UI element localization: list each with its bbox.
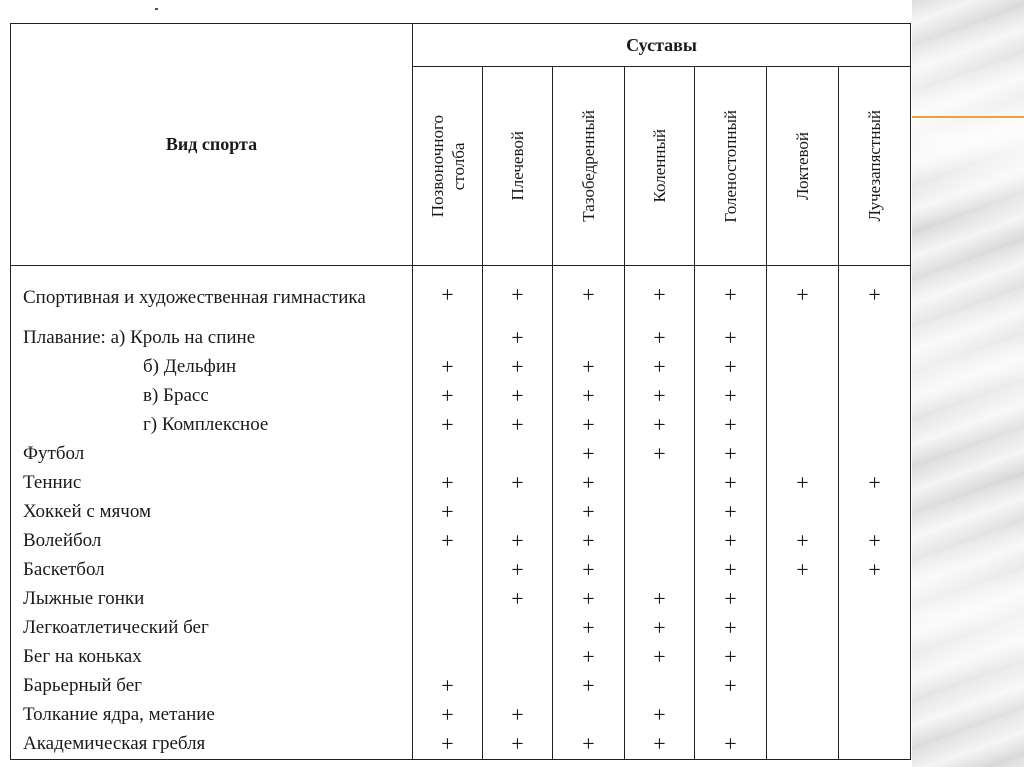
joint-mark xyxy=(767,730,839,760)
sport-name: в) Брасс xyxy=(11,382,413,411)
table-row xyxy=(11,556,911,585)
sport-name: г) Комплексное xyxy=(11,411,413,440)
joint-header-label: Плечевой xyxy=(508,131,527,201)
sport-name: Лыжные гонки xyxy=(11,585,413,614)
sport-name: Теннис xyxy=(11,469,413,498)
joint-mark: + xyxy=(839,527,911,556)
joint-mark xyxy=(767,411,839,440)
joint-mark xyxy=(483,643,553,672)
joint-mark xyxy=(413,643,483,672)
joint-header-label: Локтевой xyxy=(793,131,812,201)
table-row xyxy=(11,672,911,701)
joint-mark: + xyxy=(553,469,625,498)
joint-mark xyxy=(553,324,625,353)
joint-mark: + xyxy=(413,498,483,527)
table-row xyxy=(11,643,911,672)
sport-name: Плавание: а) Кроль на спине xyxy=(11,324,413,353)
sports-joints-table xyxy=(10,23,911,760)
joint-mark xyxy=(413,585,483,614)
joint-mark xyxy=(695,701,767,730)
joint-mark xyxy=(625,672,695,701)
joint-mark: + xyxy=(695,324,767,353)
joint-mark xyxy=(625,498,695,527)
joint-mark xyxy=(839,440,911,469)
joint-mark: + xyxy=(413,469,483,498)
joint-mark xyxy=(413,440,483,469)
joint-mark: + xyxy=(625,701,695,730)
table-row xyxy=(11,701,911,730)
joint-mark: + xyxy=(553,527,625,556)
joint-mark: + xyxy=(413,730,483,760)
joint-mark: + xyxy=(553,266,625,324)
sport-name: Академическая гребля xyxy=(11,730,413,760)
joint-mark: + xyxy=(625,411,695,440)
joint-mark: + xyxy=(483,556,553,585)
joint-mark xyxy=(413,556,483,585)
joint-mark: + xyxy=(625,324,695,353)
joint-mark: + xyxy=(483,411,553,440)
sport-name: Бег на коньках xyxy=(11,643,413,672)
joint-mark xyxy=(839,411,911,440)
table-row xyxy=(11,266,911,324)
joint-mark xyxy=(483,498,553,527)
joint-mark xyxy=(767,585,839,614)
joint-mark xyxy=(767,701,839,730)
joint-mark: + xyxy=(413,672,483,701)
table-row xyxy=(11,440,911,469)
sports-joints-table-wrapper xyxy=(10,23,910,756)
joint-mark xyxy=(625,527,695,556)
joint-mark: + xyxy=(413,701,483,730)
joint-header xyxy=(553,67,625,266)
joint-mark: + xyxy=(695,614,767,643)
joint-mark: + xyxy=(553,440,625,469)
joint-mark: + xyxy=(553,498,625,527)
joint-mark xyxy=(767,382,839,411)
joint-mark: + xyxy=(553,411,625,440)
joint-header-label: Позвоночного столба xyxy=(427,114,468,218)
joint-mark: + xyxy=(839,469,911,498)
joint-mark xyxy=(625,469,695,498)
sport-name: Хоккей с мячом xyxy=(11,498,413,527)
joint-mark: + xyxy=(483,353,553,382)
joint-mark: + xyxy=(625,266,695,324)
joint-mark: + xyxy=(553,730,625,760)
joint-mark xyxy=(553,701,625,730)
table-row xyxy=(11,469,911,498)
joint-mark: + xyxy=(413,527,483,556)
joint-mark: + xyxy=(413,382,483,411)
table-row xyxy=(11,382,911,411)
joint-header xyxy=(483,67,553,266)
joint-mark: + xyxy=(839,556,911,585)
joint-mark: + xyxy=(695,730,767,760)
joint-mark: + xyxy=(483,527,553,556)
joint-mark xyxy=(483,614,553,643)
joint-mark: + xyxy=(767,266,839,324)
joint-mark xyxy=(413,324,483,353)
joint-mark xyxy=(767,498,839,527)
joint-mark: + xyxy=(483,585,553,614)
table-row xyxy=(11,411,911,440)
sport-name: Футбол xyxy=(11,440,413,469)
joint-mark xyxy=(483,672,553,701)
joint-header xyxy=(767,67,839,266)
joint-mark xyxy=(839,701,911,730)
sport-name: Волейбол xyxy=(11,527,413,556)
joint-header xyxy=(413,67,483,266)
joint-mark: + xyxy=(625,614,695,643)
joint-mark xyxy=(767,643,839,672)
sport-name: Толкание ядра, метание xyxy=(11,701,413,730)
joint-mark: + xyxy=(695,643,767,672)
joint-mark: + xyxy=(413,266,483,324)
joint-mark: + xyxy=(767,556,839,585)
joint-mark: + xyxy=(695,440,767,469)
sport-name: Барьерный бег xyxy=(11,672,413,701)
joint-mark: + xyxy=(695,411,767,440)
joint-mark xyxy=(625,556,695,585)
joint-mark: + xyxy=(695,498,767,527)
sport-column-header: Вид спорта xyxy=(11,24,413,266)
joint-mark: + xyxy=(483,469,553,498)
joint-mark: + xyxy=(553,614,625,643)
joint-mark xyxy=(839,498,911,527)
joint-mark: + xyxy=(483,266,553,324)
joint-mark: + xyxy=(625,353,695,382)
joint-header-label: Коленный xyxy=(650,129,669,203)
joint-mark xyxy=(767,614,839,643)
joint-mark xyxy=(839,643,911,672)
joint-mark: + xyxy=(695,266,767,324)
joint-mark: + xyxy=(695,527,767,556)
joint-mark: + xyxy=(625,643,695,672)
joint-mark: + xyxy=(695,469,767,498)
joint-mark xyxy=(767,353,839,382)
joint-mark xyxy=(839,730,911,760)
joint-mark xyxy=(839,614,911,643)
joint-mark: + xyxy=(625,382,695,411)
sport-name: Легкоатлетический бег xyxy=(11,614,413,643)
joint-header xyxy=(695,67,767,266)
joint-mark: + xyxy=(553,672,625,701)
joint-mark xyxy=(839,382,911,411)
joint-mark: + xyxy=(625,585,695,614)
joint-header-label: Тазобедренный xyxy=(579,110,598,222)
joints-group-header: Суставы xyxy=(413,24,911,67)
joint-mark xyxy=(839,585,911,614)
joint-header xyxy=(839,67,911,266)
joint-mark: + xyxy=(483,701,553,730)
joint-mark: + xyxy=(413,411,483,440)
accent-line xyxy=(912,116,1024,118)
joint-mark: + xyxy=(553,353,625,382)
joint-mark: + xyxy=(695,382,767,411)
table-row xyxy=(11,730,911,760)
table-row xyxy=(11,614,911,643)
joint-header-label: Лучезапястный xyxy=(865,110,885,222)
joint-mark xyxy=(413,614,483,643)
joint-mark xyxy=(483,440,553,469)
joint-mark: + xyxy=(483,324,553,353)
joint-mark: + xyxy=(767,527,839,556)
joint-header-label: Голеностопный xyxy=(721,109,740,223)
joint-mark: + xyxy=(483,382,553,411)
joint-mark: + xyxy=(553,382,625,411)
joint-mark: + xyxy=(695,556,767,585)
scan-speck xyxy=(155,8,158,10)
joint-mark xyxy=(767,672,839,701)
joint-mark: + xyxy=(483,730,553,760)
table-row xyxy=(11,527,911,556)
joint-mark xyxy=(839,353,911,382)
joint-mark: + xyxy=(695,585,767,614)
table-body xyxy=(11,266,911,760)
sport-name: Спортивная и художественная гимнастика xyxy=(11,266,413,324)
sport-name: б) Дельфин xyxy=(11,353,413,382)
joint-mark xyxy=(839,324,911,353)
table-row xyxy=(11,324,911,353)
table-row xyxy=(11,498,911,527)
joint-mark: + xyxy=(839,266,911,324)
joint-mark: + xyxy=(695,672,767,701)
joint-mark: + xyxy=(413,353,483,382)
sport-name: Баскетбол xyxy=(11,556,413,585)
joint-mark xyxy=(839,672,911,701)
joint-mark: + xyxy=(695,353,767,382)
joint-mark: + xyxy=(553,556,625,585)
joint-mark xyxy=(767,440,839,469)
joint-mark: + xyxy=(625,440,695,469)
joint-mark: + xyxy=(553,643,625,672)
joint-header xyxy=(625,67,695,266)
joint-mark xyxy=(767,324,839,353)
table-row xyxy=(11,353,911,382)
joint-mark: + xyxy=(767,469,839,498)
table-row xyxy=(11,585,911,614)
joint-mark: + xyxy=(553,585,625,614)
joint-mark: + xyxy=(625,730,695,760)
